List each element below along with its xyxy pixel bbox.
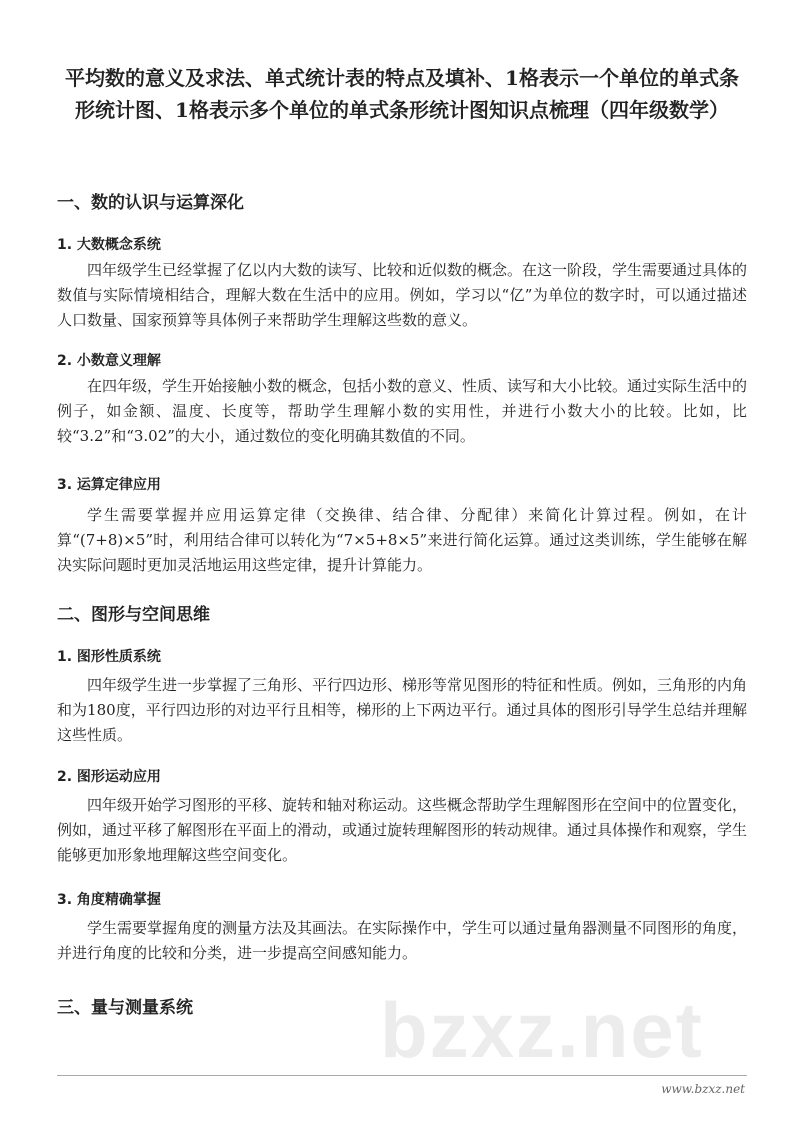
subsection-heading: 2. 图形运动应用 [57,769,161,785]
section-heading: 二、图形与空间思维 [57,605,210,625]
paragraph: 四年级学生进一步掌握了三角形、平行四边形、梯形等常见图形的特征和性质。例如，三角形的内角和为180度，平行四边形的对边平行且相等，梯形的上下两边平行。通过具体的图形引导学生总结并理解这些性质。 [57,676,748,744]
section-heading: 三、量与测量系统 [57,998,193,1018]
footer-divider [57,1075,747,1076]
document-title: 平均数的意义及求法、单式统计表的特点及填补、1格表示一个单位的单式条形统计图、1格表示多个单位的单式条形统计图知识点梳理（四年级数学） [65,66,739,122]
subsection-heading: 1. 大数概念系统 [57,237,161,253]
footer-url: www.bzxz.net [661,1082,745,1096]
paragraph: 在四年级，学生开始接触小数的概念，包括小数的意义、性质、读写和大小比较。通过实际生活中的例子，如金额、温度、长度等，帮助学生理解小数的实用性，并进行小数大小的比较。比如，比较“3.2”和“3.02”的大小，通过数位的变化明确其数值的不同。 [57,377,748,445]
watermark: bzxz.net [380,986,704,1074]
subsection-heading: 3. 角度精确掌握 [57,892,161,908]
subsection-heading: 1. 图形性质系统 [57,649,161,665]
paragraph: 学生需要掌握角度的测量方法及其画法。在实际操作中，学生可以通过量角器测量不同图形的角度，并进行角度的比较和分类，进一步提高空间感知能力。 [57,919,748,962]
paragraph: 学生需要掌握并应用运算定律（交换律、结合律、分配律）来简化计算过程。例如，在计算“(7+8)×5”时，利用结合律可以转化为“7×5+8×5”来进行简化运算。通过这类训练，学生能够在解决实际问题时更加灵活地运用这些定律，提升计算能力。 [57,506,747,574]
subsection-heading: 2. 小数意义理解 [57,353,161,369]
paragraph: 四年级学生已经掌握了亿以内大数的读写、比较和近似数的概念。在这一阶段，学生需要通过具体的数值与实际情境相结合，理解大数在生活中的应用。例如，学习以“亿”为单位的数字时，可以通过描述人口数量、国家预算等具体例子来帮助学生理解这些数的意义。 [57,261,748,329]
subsection-heading: 3. 运算定律应用 [57,477,161,493]
paragraph: 四年级开始学习图形的平移、旋转和轴对称运动。这些概念帮助学生理解图形在空间中的位置变化，例如，通过平移了解图形在平面上的滑动，或通过旋转理解图形的转动规律。通过具体操作和观察，学生能够更加形象地理解这些空间变化。 [57,796,748,864]
section-heading: 一、数的认识与运算深化 [57,193,244,213]
